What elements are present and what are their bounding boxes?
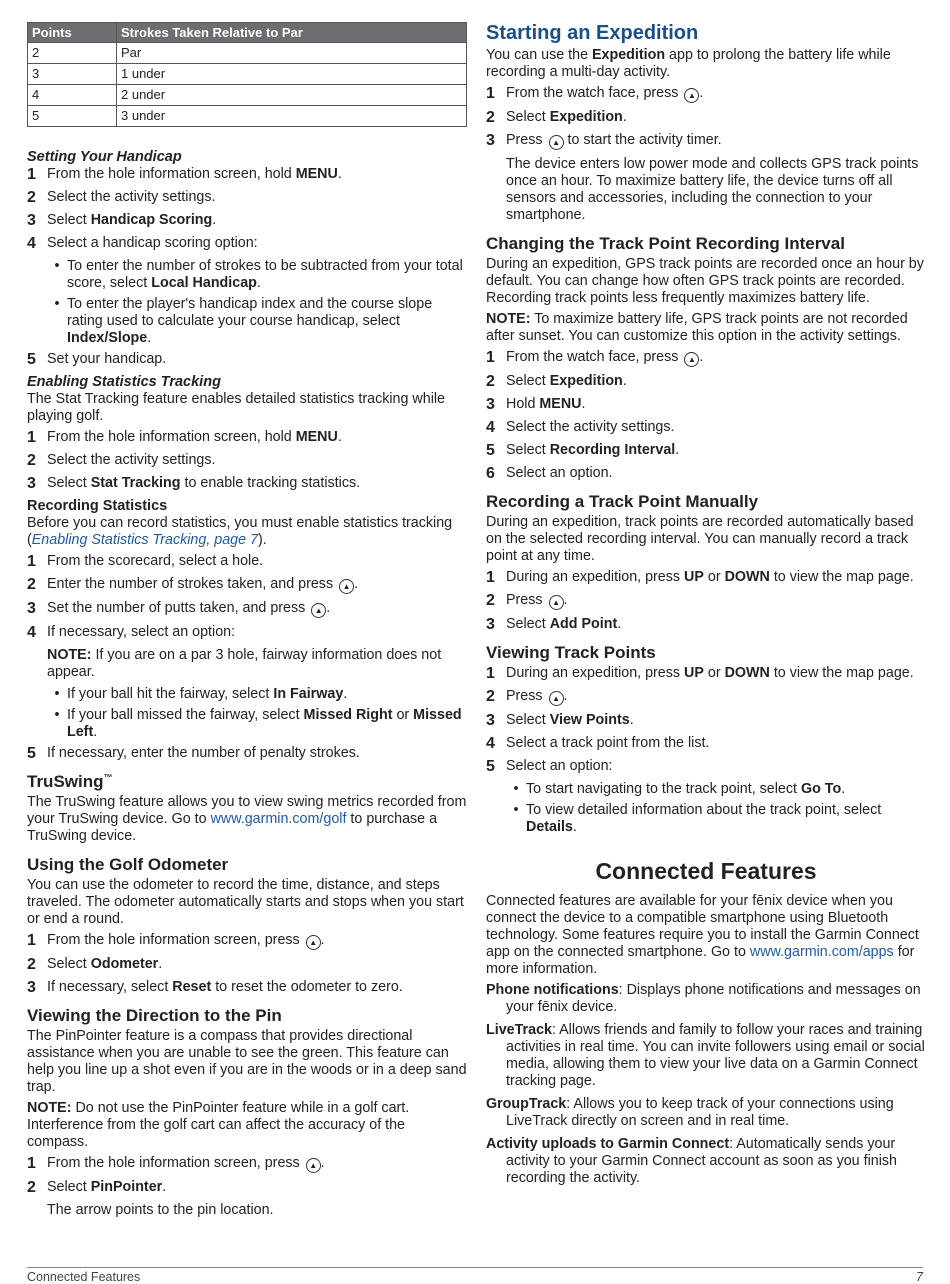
- step-number: 2: [486, 373, 495, 390]
- step-number: 1: [486, 569, 495, 586]
- step-item: [27, 624, 467, 641]
- bullet-text: To view detailed information about the track point, select Details.: [526, 802, 882, 835]
- step-text: Select View Points.: [506, 712, 634, 728]
- step-item: [486, 735, 926, 752]
- action-button-icon: ▲: [549, 135, 564, 150]
- table-cell: 3 under: [117, 106, 467, 127]
- step-item: [27, 166, 467, 183]
- step-result: The device enters low power mode and collects GPS track points once an hour. To maximize battery life, the device turns off all sensors and accessories, including the connection to your smartphone.: [506, 156, 919, 223]
- step-number: 5: [486, 758, 495, 775]
- step-item: [486, 85, 926, 103]
- table-row: [28, 85, 467, 106]
- paragraph: The TruSwing feature allows you to view swing metrics recorded from your TruSwing device. Go to www.garmin.com/golf to purchase a TruSwing device.: [27, 794, 467, 844]
- step-text: Press ▲ to start the activity timer.: [506, 132, 722, 148]
- note: NOTE: If you are on a par 3 hole, fairway information does not appear.: [47, 647, 442, 680]
- bullet-text: If your ball missed the fairway, select Missed Right or Missed Left.: [67, 707, 462, 740]
- step-result: The arrow points to the pin location.: [47, 1202, 274, 1218]
- bullet-item: [506, 781, 926, 798]
- paragraph: Before you can record statistics, you must enable statistics tracking (Enabling Statistics Tracking, page 7).: [27, 515, 453, 548]
- table-header: Points: [28, 23, 117, 43]
- definition-item: GroupTrack: Allows you to keep track of your connections using LiveTrack directly on screen and in real time.: [486, 1096, 894, 1129]
- table-cell: 3: [28, 64, 117, 85]
- bullet-dot: •: [513, 781, 519, 797]
- step-number: 5: [27, 351, 36, 368]
- paragraph: During an expedition, GPS track points are recorded once an hour by default. You can change how often GPS track points are recorded. Recording track points less frequently maximizes battery life.: [486, 256, 924, 306]
- step-item: [486, 419, 926, 436]
- step-text: Select Expedition.: [506, 109, 627, 125]
- step-item: [486, 442, 926, 459]
- table-row: [28, 106, 467, 127]
- step-item: [27, 956, 467, 973]
- step-number: 1: [27, 932, 36, 949]
- step-item: [27, 576, 467, 594]
- step-text: Press ▲ .: [506, 688, 568, 704]
- step-item: [27, 1179, 467, 1196]
- step-item: [486, 758, 926, 775]
- action-button-icon: ▲: [684, 352, 699, 367]
- points-table: [27, 22, 467, 127]
- step-number: 3: [486, 616, 495, 633]
- step-number: 2: [486, 592, 495, 609]
- step-text: From the hole information screen, hold MENU.: [47, 166, 342, 182]
- step-text: Set your handicap.: [47, 351, 167, 367]
- step-number: 5: [27, 745, 36, 762]
- page-footer: [27, 1267, 923, 1284]
- step-item: [27, 600, 467, 618]
- step-text: If necessary, select Reset to reset the odometer to zero.: [47, 979, 403, 995]
- step-number: 2: [27, 189, 36, 206]
- step-text: From the scorecard, select a hole.: [47, 553, 264, 569]
- cross-reference-link[interactable]: Enabling Statistics Tracking, page 7: [31, 532, 258, 548]
- step-text: If necessary, enter the number of penalty strokes.: [47, 745, 360, 761]
- table-cell: 1 under: [117, 64, 467, 85]
- step-item: [486, 712, 926, 729]
- bullet-text: To enter the player's handicap index and the course slope rating used to calculate your course handicap, select Index/Slope.: [67, 296, 433, 346]
- step-item: [486, 109, 926, 126]
- step-text: Select the activity settings.: [47, 189, 216, 205]
- step-number: 1: [486, 349, 495, 366]
- step-text: Select Stat Tracking to enable tracking statistics.: [47, 475, 361, 491]
- step-number: 2: [27, 1179, 36, 1196]
- step-number: 3: [27, 600, 36, 617]
- step-number: 3: [27, 979, 36, 996]
- bullet-item: [47, 707, 467, 741]
- heading-setting-handicap: Setting Your Handicap: [27, 149, 182, 165]
- table-cell: 2: [28, 43, 117, 64]
- step-text: Select the activity settings.: [47, 452, 216, 468]
- step-number: 4: [27, 624, 36, 641]
- heading-recording-interval: Changing the Track Point Recording Interval: [486, 234, 845, 253]
- step-item: [486, 349, 926, 367]
- bullet-dot: •: [54, 296, 60, 312]
- step-number: 2: [486, 688, 495, 705]
- bullet-dot: •: [54, 258, 60, 274]
- step-item: [486, 373, 926, 390]
- step-number: 4: [486, 735, 495, 752]
- bullet-dot: •: [513, 802, 519, 818]
- heading-enabling-stats: Enabling Statistics Tracking: [27, 374, 221, 390]
- page-number: 7: [916, 1270, 923, 1284]
- left-column: [27, 22, 467, 1224]
- step-text: Select PinPointer.: [47, 1179, 167, 1195]
- step-item: [27, 429, 467, 446]
- step-number: 2: [27, 956, 36, 973]
- right-column: [486, 22, 926, 1193]
- heading-connected-features: Connected Features: [595, 858, 817, 884]
- table-row: [28, 43, 467, 64]
- table-cell: 5: [28, 106, 117, 127]
- paragraph: During an expedition, track points are recorded automatically based on the selected recording interval. You can manually record a track point at any time.: [486, 514, 914, 564]
- step-item: [486, 592, 926, 610]
- step-item: [486, 396, 926, 413]
- step-number: 3: [27, 475, 36, 492]
- note: NOTE: Do not use the PinPointer feature while in a golf cart. Interference from the golf cart can affect the accuracy of the compass.: [27, 1100, 410, 1150]
- action-button-icon: ▲: [549, 691, 564, 706]
- step-item: [27, 979, 467, 996]
- step-text: If necessary, select an option:: [47, 624, 236, 640]
- step-text: Select Recording Interval.: [506, 442, 680, 458]
- paragraph: The Stat Tracking feature enables detailed statistics tracking while playing golf.: [27, 391, 446, 424]
- step-number: 1: [486, 85, 495, 102]
- table-row: [28, 64, 467, 85]
- paragraph: The PinPointer feature is a compass that provides directional assistance when you are unable to see the green. This feature can help you line up a shot even if you are in the woods or in a deep sand trap.: [27, 1028, 467, 1095]
- step-text: Select Expedition.: [506, 373, 627, 389]
- step-item: [486, 665, 926, 682]
- action-button-icon: ▲: [311, 603, 326, 618]
- heading-viewing-track-points: Viewing Track Points: [486, 643, 656, 662]
- definition-item: Activity uploads to Garmin Connect: Automatically sends your activity to your Garmin Connect account as soon as you finish recording the activity.: [486, 1136, 897, 1186]
- step-item: [486, 616, 926, 633]
- step-text: Select Handicap Scoring.: [47, 212, 217, 228]
- heading-recording-stats: Recording Statistics: [27, 498, 168, 514]
- step-item: [27, 932, 467, 950]
- bullet-text: To enter the number of strokes to be subtracted from your total score, select Local Handicap.: [67, 258, 463, 291]
- footer-section-title: Connected Features: [27, 1270, 141, 1284]
- note: NOTE: To maximize battery life, GPS track points are not recorded after sunset. You can customize this option in the activity settings.: [486, 311, 908, 344]
- step-number: 2: [486, 109, 495, 126]
- heading-golf-odometer: Using the Golf Odometer: [27, 855, 229, 874]
- step-item: [486, 688, 926, 706]
- step-number: 1: [27, 429, 36, 446]
- step-item: [27, 212, 467, 229]
- step-text: Press ▲ .: [506, 592, 568, 608]
- step-item: [27, 475, 467, 492]
- step-item: [27, 745, 467, 762]
- action-button-icon: ▲: [549, 595, 564, 610]
- step-text: Set the number of putts taken, and press ▲ .: [47, 600, 331, 616]
- step-number: 4: [486, 419, 495, 436]
- step-text: Select an option.: [506, 465, 613, 481]
- step-number: 1: [486, 665, 495, 682]
- step-text: From the watch face, press ▲ .: [506, 85, 704, 101]
- step-number: 1: [27, 553, 36, 570]
- paragraph: Connected features are available for your fēnix device when you connect the device to a compatible smartphone using Bluetooth technology. Some features require you to install the Garmin Connect app on the connected smartphone. Go to www.garmin.com/apps for more information.: [486, 893, 919, 977]
- step-text: Hold MENU.: [506, 396, 586, 412]
- bullet-text: To start navigating to the track point, select Go To.: [526, 781, 846, 797]
- step-item: [486, 132, 926, 150]
- step-item: [486, 569, 926, 586]
- action-button-icon: ▲: [306, 935, 321, 950]
- bullet-item: [47, 686, 467, 703]
- paragraph: You can use the odometer to record the time, distance, and steps traveled. The odometer automatically starts and stops when you start or end a round.: [27, 877, 464, 927]
- step-number: 3: [486, 396, 495, 413]
- step-text: Select a handicap scoring option:: [47, 235, 258, 251]
- step-item: [27, 351, 467, 368]
- step-text: Select an option:: [506, 758, 613, 774]
- action-button-icon: ▲: [684, 88, 699, 103]
- action-button-icon: ▲: [339, 579, 354, 594]
- table-header-row: [28, 23, 467, 43]
- table-cell: Par: [117, 43, 467, 64]
- step-text: From the hole information screen, press ▲ .: [47, 1155, 325, 1171]
- heading-truswing: TruSwing™: [27, 772, 113, 791]
- step-text: From the hole information screen, press ▲ .: [47, 932, 325, 948]
- paragraph: You can use the Expedition app to prolong the battery life while recording a multi-day activity.: [486, 47, 891, 80]
- table-cell: 4: [28, 85, 117, 106]
- step-number: 2: [27, 576, 36, 593]
- step-number: 3: [27, 212, 36, 229]
- step-item: [27, 1155, 467, 1173]
- table-cell: 2 under: [117, 85, 467, 106]
- step-text: From the hole information screen, hold MENU.: [47, 429, 342, 445]
- heading-direction-to-pin: Viewing the Direction to the Pin: [27, 1006, 282, 1025]
- step-number: 4: [27, 235, 36, 252]
- bullet-item: [47, 296, 467, 347]
- garmin-apps-link[interactable]: www.garmin.com/apps: [749, 944, 894, 960]
- step-number: 5: [486, 442, 495, 459]
- step-number: 3: [486, 132, 495, 149]
- step-number: 2: [27, 452, 36, 469]
- step-text: From the watch face, press ▲ .: [506, 349, 704, 365]
- bullet-dot: •: [54, 707, 60, 723]
- step-text: Enter the number of strokes taken, and press ▲ .: [47, 576, 359, 592]
- step-item: [27, 235, 467, 252]
- step-number: 3: [486, 712, 495, 729]
- heading-track-point-manually: Recording a Track Point Manually: [486, 492, 759, 511]
- step-item: [27, 452, 467, 469]
- bullet-item: [506, 802, 926, 836]
- step-number: 6: [486, 465, 495, 482]
- heading-starting-expedition: Starting an Expedition: [486, 22, 699, 44]
- table-header: Strokes Taken Relative to Par: [117, 23, 467, 43]
- step-number: 1: [27, 166, 36, 183]
- garmin-golf-link[interactable]: www.garmin.com/golf: [210, 811, 347, 827]
- step-text: During an expedition, press UP or DOWN to view the map page.: [506, 569, 914, 585]
- step-number: 1: [27, 1155, 36, 1172]
- step-text: Select Add Point.: [506, 616, 622, 632]
- definition-item: LiveTrack: Allows friends and family to follow your races and training activities in real time. You can invite followers using email or social media, allowing them to view your live data on a Garmin Connect tracking page.: [486, 1022, 925, 1089]
- step-item: [27, 189, 467, 206]
- bullet-dot: •: [54, 686, 60, 702]
- bullet-text: If your ball hit the fairway, select In Fairway.: [67, 686, 348, 702]
- step-text: Select the activity settings.: [506, 419, 675, 435]
- step-text: During an expedition, press UP or DOWN to view the map page.: [506, 665, 914, 681]
- step-item: [486, 465, 926, 482]
- step-text: Select Odometer.: [47, 956, 163, 972]
- bullet-item: [47, 258, 467, 292]
- step-item: [27, 553, 467, 570]
- step-text: Select a track point from the list.: [506, 735, 710, 751]
- definition-item: Phone notifications: Displays phone notifications and messages on your fēnix device.: [486, 982, 921, 1015]
- action-button-icon: ▲: [306, 1158, 321, 1173]
